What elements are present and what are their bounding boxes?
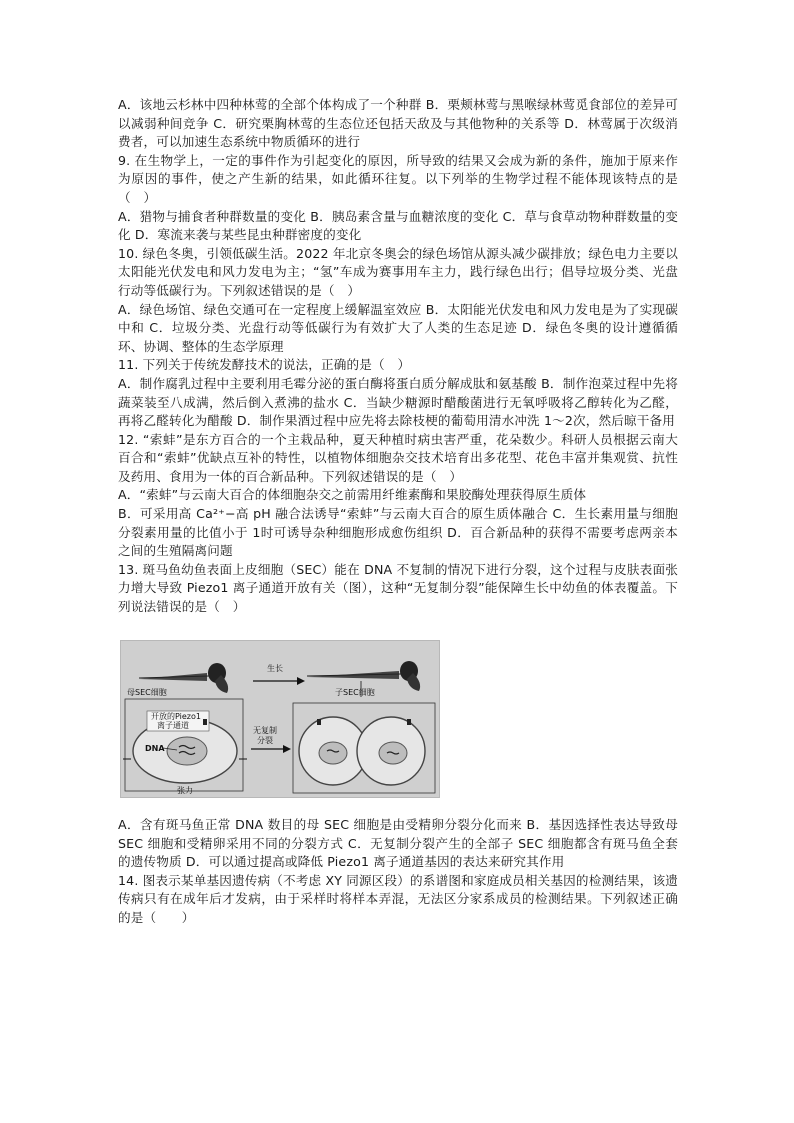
label-piezo-1: 开放的Piezo1 (151, 712, 201, 721)
label-piezo-2: 离子通道 (157, 721, 189, 730)
q10-options: A．绿色场馆、绿色交通可在一定程度上缓解温室效应 B．太阳能光伏发电和风力发电是为了实现碳中和 C．垃圾分类、光盘行动等低碳行为有效扩大了人类的生态足迹 D．绿色冬奥的设计遵循循环、协调、整体的生态学原理 (118, 301, 678, 354)
label-growth: 生长 (267, 664, 283, 673)
sec-division-figure (120, 640, 440, 798)
q8-options: A．该地云杉林中四种林莺的全部个体构成了一个种群 B．栗颊林莺与黑喉绿林莺觅食部位的差异可以减弱种间竞争 C．研究栗胸林莺的生态位还包括天敌及与其他物种的关系等 D．林莺属于次级消费者，可以加速生态系统中物质循环的进行 (118, 97, 678, 150)
q11-stem: 11. 下列关于传统发酵技术的说法，正确的是（ ） (118, 357, 411, 373)
question-block-upper (118, 96, 678, 617)
q10-stem: 10. 绿色冬奥，引领低碳生活。2022 年北京冬奥会的绿色场馆从源头减少碳排放；绿色电力主要以太阳能光伏发电和风力发电为主；“氢”车成为赛事用车主力，践行绿色出行；倡导垃圾分类、光盘行动等低碳行为。下列叙述错误的是（ ） (118, 245, 678, 298)
q13-stem: 13. 斑马鱼幼鱼表面上皮细胞（SEC）能在 DNA 不复制的情况下进行分裂，这个过程与皮肤表面张力增大导致 Piezo1 离子通道开放有关（图），这种“无复制分裂”能保障生长中幼鱼的体表覆盖。下列说法错误的是（ ） (118, 561, 678, 615)
label-nonrep-2: 分裂 (257, 736, 273, 745)
label-tension: 张力 (177, 786, 193, 795)
zebrafish-larva-right (307, 661, 420, 691)
label-daughter: 子SEC细胞 (335, 688, 375, 697)
mother-nucleus (167, 737, 207, 765)
q12-option-a: A．“索蚌”与云南大百合的体细胞杂交之前需用纤维素酶和果胶酶处理获得原生质体 (118, 487, 587, 503)
label-dna: DNA (145, 744, 165, 753)
question-block-lower (118, 816, 678, 928)
sec-division-diagram (121, 641, 439, 797)
q13-options: A．含有斑马鱼正常 DNA 数目的母 SEC 细胞是由受精卵分裂分化而来 B．基因选择性表达导致母 SEC 细胞和受精卵采用不同的分裂方式 C．无复制分裂产生的全部子 SEC 细胞都含有斑马鱼全套的遗传物质 D．可以通过提高或降低 Piezo1 离子通道基因的表达来研究其作用 (118, 817, 678, 870)
q9-stem: 9. 在生物学上，一定的事件作为引起变化的原因，所导致的结果又会成为新的条件，施加于原来作为原因的事件，使之产生新的结果，如此循环往复。以下列举的生物学过程不能体现该特点的是（ ） (118, 152, 678, 205)
label-nonrep-1: 无复制 (253, 726, 277, 735)
q11-options: A．制作腐乳过程中主要利用毛霉分泌的蛋白酶将蛋白质分解成肽和氨基酸 B．制作泡菜过程中先将蔬菜装至八成满，然后倒入煮沸的盐水 C．当缺少糖源时醋酸菌进行无氧呼吸将乙醇转化为乙醛，再将乙醛转化为醋酸 D．制作果酒过程中应先将去除枝梗的葡萄用清水冲洗 1～2次，然后晾干备用 (118, 375, 678, 429)
piezo1-channel (203, 719, 207, 725)
q12-stem: 12. “索蚌”是东方百合的一个主栽品种，夏天种植时病虫害严重，花朵数少。科研人员根据云南大百合和“索蚌”优缺点互补的特性，以植物体细胞杂交技术培育出多花型、花色丰富并集观赏、抗性及药用、食用为一体的百合新品种。下列叙述错误的是（ ） (118, 431, 678, 484)
q12-options-bcd: B．可采用高 Ca²⁺−高 pH 融合法诱导“索蚌”与云南大百合的原生质体融合 C．生长素用量与细胞分裂素用量的比值小于 1时可诱导杂种细胞形成愈伤组织 D．百合新品种的获得不需要考虑两亲本之间的生殖隔离问题 (118, 506, 678, 559)
label-mother: 母SEC细胞 (127, 688, 167, 697)
q14-stem: 14. 图表示某单基因遗传病（不考虑 XY 同源区段）的系谱图和家庭成员相关基因的检测结果，该遗传病只有在成年后才发病，由于采样时将样本弄混，无法区分家系成员的检测结果。下列叙述正确的是（ ） (118, 872, 678, 925)
q9-options: A．猎物与捕食者种群数量的变化 B．胰岛素含量与血糖浓度的变化 C．草与食草动物种群数量的变化 D．寒流来袭与某些昆虫种群密度的变化 (118, 208, 678, 243)
